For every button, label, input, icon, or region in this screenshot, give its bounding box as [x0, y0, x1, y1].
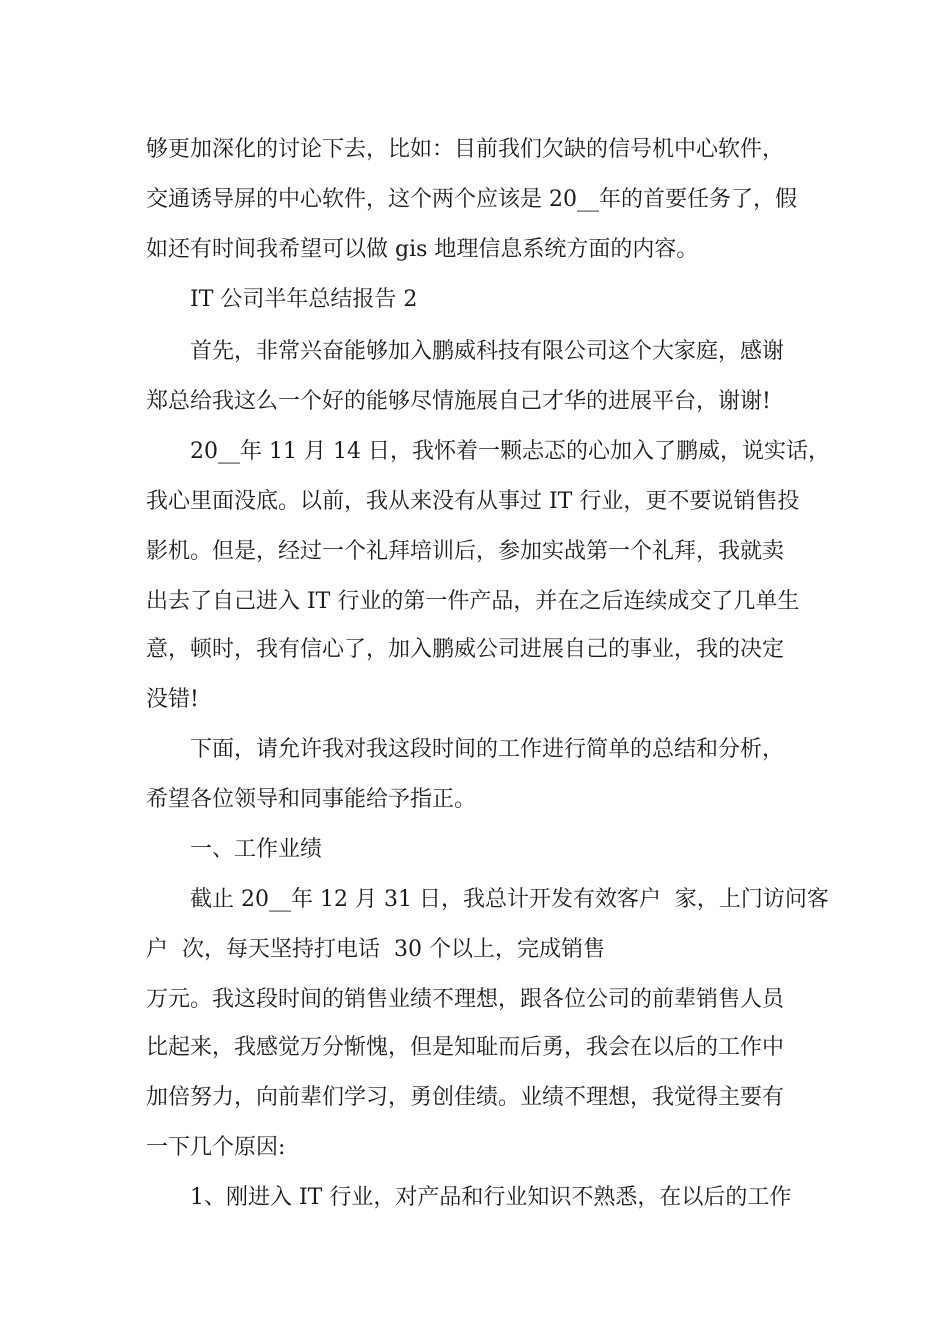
text-line: 1、刚进入 IT 行业，对产品和行业知识不熟悉，在以后的工作	[190, 1185, 792, 1210]
text-line: 首先，非常兴奋能够加入鹏威科技有限公司这个大家庭，感谢	[190, 339, 785, 364]
text-line: 下面，请允许我对我这段时间的工作进行简单的总结和分析，	[190, 737, 785, 762]
text-line: 够更加深化的讨论下去，比如：目前我们欠缺的信号机中心软件，	[146, 137, 785, 162]
text-line: 郑总给我这么一个好的能够尽情施展自己才华的进展平台，谢谢!	[146, 389, 771, 414]
text-line: 出去了自己进入 IT 行业的第一件产品，并在之后连续成交了几单生	[146, 589, 800, 614]
text-line: 万元。我这段时间的销售业绩不理想，跟各位公司的前辈销售人员	[146, 987, 785, 1012]
text-line: 20__年 11 月 14 日，我怀着一颗忐忑的心加入了鹏威，说实话，	[190, 439, 830, 464]
text-line: 截止 20__年 12 月 31 日，我总计开发有效客户 家，上门访问客	[190, 887, 829, 912]
text-line: 影机。但是，经过一个礼拜培训后，参加实战第一个礼拜，我就卖	[146, 539, 785, 564]
text-line: 加倍努力，向前辈们学习，勇创佳绩。业绩不理想，我觉得主要有	[146, 1085, 785, 1110]
section-heading: IT 公司半年总结报告 2	[190, 287, 418, 312]
text-line: 比起来，我感觉万分惭愧，但是知耻而后勇，我会在以后的工作中	[146, 1035, 785, 1060]
text-line: 交通诱导屏的中心软件，这个两个应该是 20__年的首要任务了，假	[146, 187, 797, 212]
text-line: 一下几个原因:	[146, 1135, 286, 1160]
section-heading: 一、工作业绩	[190, 837, 323, 862]
text-line: 我心里面没底。以前，我从来没有从事过 IT 行业，更不要说销售投	[146, 489, 800, 514]
text-line: 希望各位领导和同事能给予指正。	[146, 787, 477, 812]
text-line: 如还有时间我希望可以做 gis 地理信息系统方面的内容。	[146, 237, 699, 262]
text-line: 户 次，每天坚持打电话 30 个以上，完成销售	[146, 937, 605, 962]
text-line: 没错!	[146, 687, 199, 712]
text-line: 意，顿时，我有信心了，加入鹏威公司进展自己的事业，我的决定	[146, 637, 785, 662]
